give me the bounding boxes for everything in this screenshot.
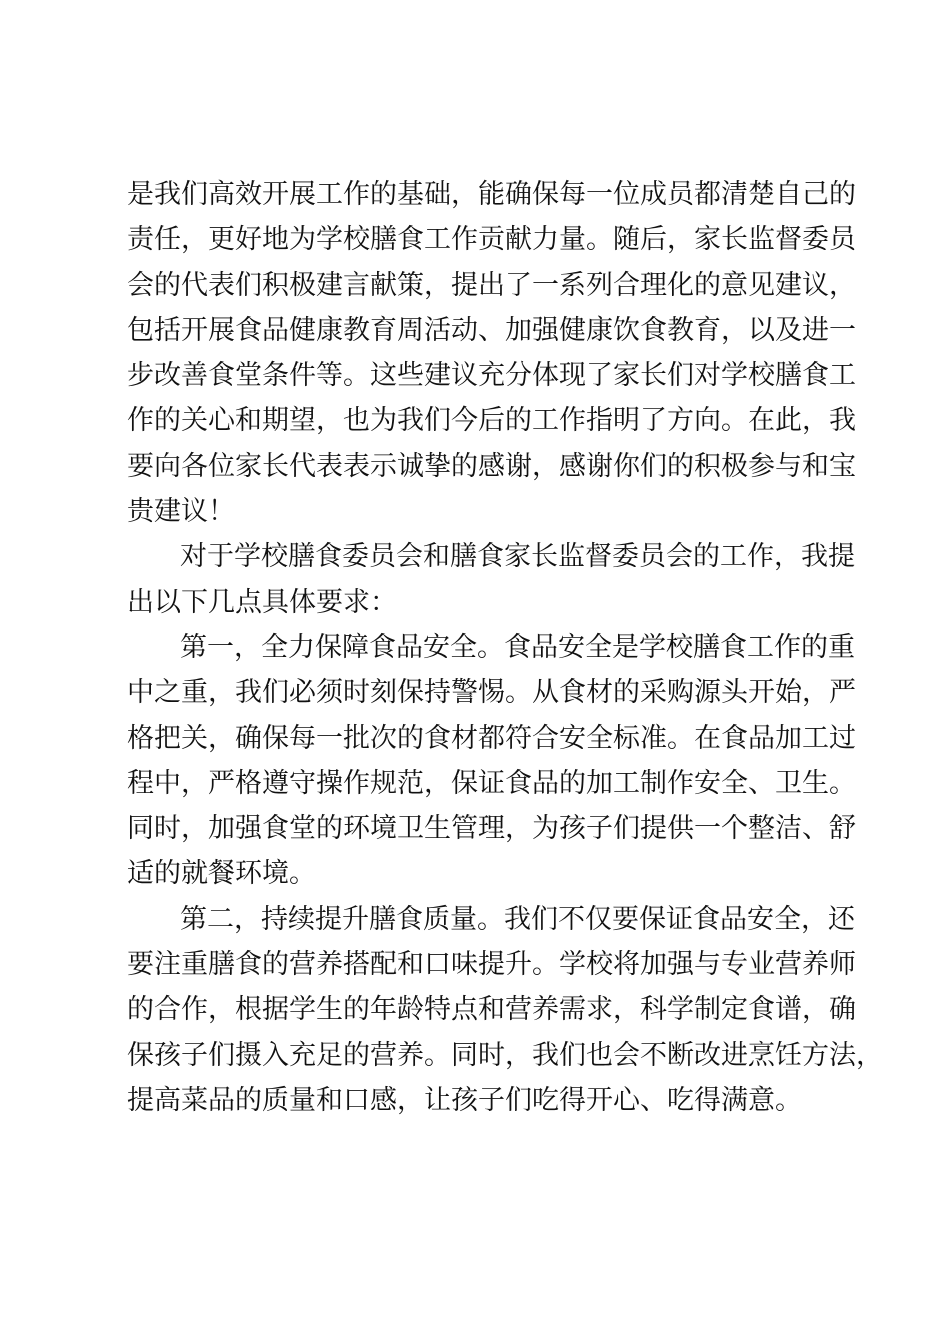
- text-line: 格把关，确保每一批次的食材都符合安全标准。在食品加工过: [127, 722, 856, 754]
- paragraph-first-line: 第二，持续提升膳食质量。我们不仅要保证食品安全，还: [180, 903, 855, 935]
- text-line: 责任，更好地为学校膳食工作贡献力量。随后，家长监督委员: [127, 224, 856, 256]
- text-line: 会的代表们积极建言献策，提出了一系列合理化的意见建议，: [127, 269, 856, 301]
- text-line: 提高菜品的质量和口感，让孩子们吃得开心、吃得满意。: [127, 1084, 802, 1116]
- text-line: 包括开展食品健康教育周活动、加强健康饮食教育，以及进一: [127, 314, 856, 346]
- text-line: 要向各位家长代表表示诚挚的感谢，感谢你们的积极参与和宝: [127, 450, 856, 482]
- text-line: 保孩子们摄入充足的营养。同时，我们也会不断改进烹饪方法，: [127, 1039, 883, 1071]
- text-line: 出以下几点具体要求：: [127, 586, 397, 618]
- text-line: 中之重，我们必须时刻保持警惕。从食材的采购源头开始，严: [127, 677, 856, 709]
- body-text: [127, 172, 883, 1123]
- text-line: 作的关心和期望，也为我们今后的工作指明了方向。在此，我: [127, 405, 856, 437]
- text-line: 步改善食堂条件等。这些建议充分体现了家长们对学校膳食工: [127, 360, 856, 392]
- text-line: 同时，加强食堂的环境卫生管理，为孩子们提供一个整洁、舒: [127, 813, 856, 845]
- text-line: 是我们高效开展工作的基础，能确保每一位成员都清楚自己的: [127, 179, 856, 210]
- paragraph-first-line: 第一，全力保障食品安全。食品安全是学校膳食工作的重: [180, 631, 855, 663]
- text-line: 要注重膳食的营养搭配和口味提升。学校将加强与专业营养师: [127, 949, 856, 981]
- text-line: 贵建议！: [127, 496, 235, 528]
- text-line: 适的就餐环境。: [127, 858, 316, 890]
- text-line: 程中，严格遵守操作规范，保证食品的加工制作安全、卫生。: [127, 767, 856, 799]
- paragraph-first-line: 对于学校膳食委员会和膳食家长监督委员会的工作，我提: [180, 541, 855, 573]
- text-line: 的合作，根据学生的年龄特点和营养需求，科学制定食谱，确: [127, 994, 856, 1026]
